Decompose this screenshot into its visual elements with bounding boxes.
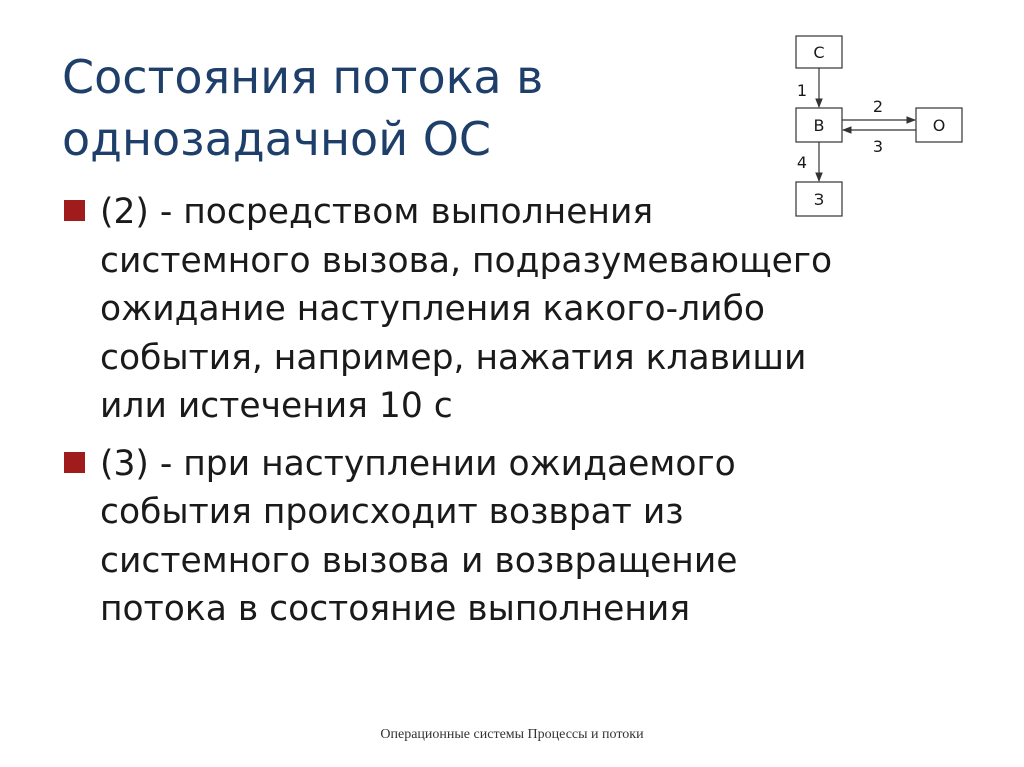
bullet-1-line-3: ожидание наступления какого-либо [100, 289, 765, 329]
edge-b-to-z-label: 4 [796, 153, 808, 172]
edge-b-to-o-label: 2 [872, 97, 884, 116]
bullet-1-line-4: события, например, нажатия клавиши [100, 337, 807, 378]
edge-o-to-b-label: 3 [872, 137, 884, 156]
state-node-b [796, 108, 842, 142]
bullet-2-line-4: потока в состояние выполнения [100, 589, 691, 629]
edge-c-to-b [797, 68, 819, 107]
bullet-1-line-5: или истечения 10 с [100, 386, 453, 426]
slide-footer: Операционные системы Процессы и потоки [380, 727, 644, 742]
bullet-2-line-2: события происходит возврат из [100, 492, 684, 532]
edge-b-to-o [842, 97, 915, 120]
bullet-2-line-3: системного вызова и возвращение [100, 540, 738, 581]
state-diagram [780, 30, 970, 230]
edge-c-to-b-label: 1 [796, 81, 808, 100]
bullet-list [62, 188, 962, 643]
state-node-o [916, 108, 962, 142]
state-node-z-label: З [813, 190, 825, 209]
state-node-c-label: С [813, 43, 825, 62]
edge-o-to-b [843, 130, 916, 156]
slide-title [62, 46, 782, 170]
bullet-item-2 [62, 440, 962, 634]
state-node-z [796, 182, 842, 216]
state-node-c [796, 36, 842, 68]
bullet-2-line-1: (3) - при наступлении ожидаемого [100, 443, 736, 484]
state-node-o-label: О [932, 116, 946, 135]
bullet-square-icon [64, 452, 85, 473]
title-line-1: Состояния потока в [62, 50, 544, 104]
bullet-1-line-1: (2) - посредством выполнения [100, 192, 654, 232]
bullet-square-icon [64, 200, 85, 221]
edge-b-to-z [797, 142, 819, 181]
title-line-2: однозадачной ОС [62, 112, 492, 166]
bullet-1-line-2: системного вызова, подразумевающего [100, 240, 833, 281]
state-node-b-label: В [813, 116, 825, 135]
